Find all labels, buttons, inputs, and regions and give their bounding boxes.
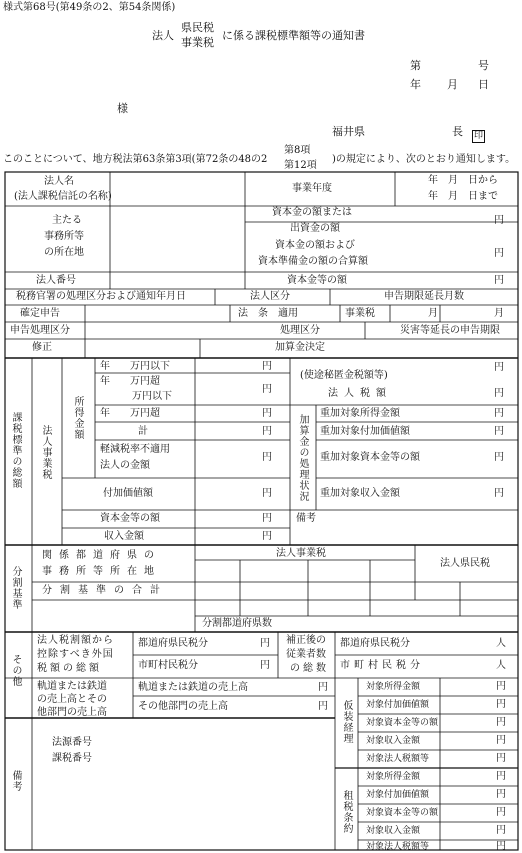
- disaster-ext-label: 災害等延長の申告期限: [400, 325, 500, 336]
- tt-income: 対象所得金額: [366, 772, 421, 782]
- division-pref-count: 分割都道府県数: [202, 618, 272, 629]
- employees-pref: 都道府県民税分: [340, 638, 410, 649]
- office-label-2: 事務所等: [44, 231, 84, 242]
- foreign-pref-yen: 円: [260, 638, 270, 649]
- intro-end: )の規定により、次のとおり通知します。: [332, 154, 516, 165]
- doc-no-prefix: 第: [410, 59, 421, 72]
- fa-revenue: 対象収入金額: [366, 736, 421, 746]
- other-label: その他: [10, 654, 21, 687]
- surcharge-revenue: 重加対象収入金額: [320, 488, 400, 499]
- source-number-label: 法源番号: [52, 737, 92, 748]
- surcharge-income: 重加対象所得金額: [320, 408, 400, 419]
- office-label-3: の所在地: [44, 247, 84, 258]
- month-1: 月: [428, 308, 438, 319]
- income-amount-label: 所得金額: [72, 396, 83, 440]
- secret-fund-label: (使途秘匿金税額等): [300, 370, 388, 381]
- capital-yen: 円: [494, 215, 504, 226]
- reduced-rate-2: 法人の金額: [100, 460, 150, 471]
- date-day: 日: [478, 78, 489, 91]
- foreign-tax-3: 税額の総額: [37, 663, 102, 674]
- corp-name-label: 法人名: [44, 176, 74, 187]
- added-value-label: 付加価値額: [103, 488, 153, 499]
- fa-revenue-yen: 円: [496, 735, 506, 746]
- seal-text: 印: [474, 131, 484, 141]
- intro-text: このことについて、地方税法第63条第3項(第72条の48の2: [3, 154, 268, 165]
- doc-no-suffix: 号: [478, 59, 489, 72]
- remarks-label: 備考: [10, 770, 21, 792]
- title-prefix: 法人: [152, 29, 174, 42]
- fa-corp-tax: 対象法人税額等: [366, 754, 430, 764]
- final-return-label: 確定申告: [20, 308, 60, 319]
- employees-1: 補正後の: [286, 635, 326, 646]
- income-total-label: 計: [138, 426, 148, 437]
- fa-income: 対象所得金額: [366, 682, 421, 692]
- tt-capital: 対象資本金等の額: [366, 808, 439, 818]
- division-sum-label: 分割基準の合計: [42, 585, 168, 596]
- income-row-3-yen: 円: [262, 408, 272, 419]
- date-year: 年: [410, 78, 421, 91]
- division-pref-tax: 法人県民税: [440, 558, 490, 569]
- capital-reserve-1: 資本金の額および: [275, 240, 355, 251]
- rail-sales-1: 軌道または鉄道: [37, 681, 107, 692]
- reduced-rate-yen: 円: [262, 452, 272, 463]
- foreign-tax-2: 控除すべき外国: [37, 649, 114, 660]
- tt-corp-tax-yen: 円: [496, 841, 506, 852]
- surcharge-status-label: 加算金の処理状況: [297, 414, 308, 502]
- title-tax-1: 県民税: [181, 21, 214, 34]
- tax-number-label: 課税番号: [52, 753, 92, 764]
- employees-3: の総数: [290, 663, 329, 674]
- capital-reserve-2: 資本準備金の額の合算額: [258, 256, 368, 267]
- capital-etc-yen: 円: [494, 275, 504, 286]
- income-row-1-yen: 円: [262, 361, 272, 372]
- tax-office-date-label: 税務官署の処理区分および通知年月日: [16, 291, 186, 302]
- tt-added-value: 対象付加価値額: [366, 790, 430, 800]
- intro-item-1: 第8項: [284, 145, 311, 156]
- pref-office-2: 事務所等所在地: [42, 566, 161, 577]
- tt-revenue: 対象収入金額: [366, 826, 421, 836]
- fa-added-value: 対象付加価値額: [366, 700, 430, 710]
- surcharge-revenue-yen: 円: [494, 488, 504, 499]
- addressee-honorific: 様: [117, 102, 128, 115]
- other-sales-label: その他部門の売上高: [138, 701, 228, 712]
- employees-pref-person: 人: [496, 638, 506, 649]
- surcharge-capital-yen: 円: [494, 452, 504, 463]
- issuer-title: 長: [452, 125, 463, 138]
- employees-city: 市町村民税分: [340, 660, 424, 671]
- date-month: 月: [447, 78, 458, 91]
- employees-city-person: 人: [496, 660, 506, 671]
- income-row-2a: 年 万円超: [100, 376, 160, 387]
- surcharge-decision-label: 加算金決定: [275, 342, 325, 353]
- tt-added-value-yen: 円: [496, 789, 506, 800]
- income-row-2-yen: 円: [262, 384, 272, 395]
- intro-item-2: 第12項: [284, 160, 317, 171]
- capital-amount-label: 資本金等の額: [100, 513, 160, 524]
- law-apply-label: 法 条 適用: [238, 308, 298, 319]
- revenue-label: 収入金額: [104, 531, 144, 542]
- division-basis-label: 分割基準: [10, 566, 21, 610]
- tax-base-remarks: 備考: [296, 513, 316, 524]
- income-row-2b: 万円以下: [132, 391, 172, 402]
- secret-fund-yen: 円: [494, 362, 504, 373]
- document-title: に係る課税標準額等の通知書: [222, 29, 365, 42]
- foreign-city-part: 市町村民税分: [138, 660, 198, 671]
- rail-sales-yen: 円: [318, 682, 328, 693]
- fa-capital: 対象資本金等の額: [366, 718, 439, 728]
- tt-income-yen: 円: [496, 771, 506, 782]
- other-sales-yen: 円: [318, 701, 328, 712]
- surcharge-income-yen: 円: [494, 408, 504, 419]
- fiscal-year-label: 事業年度: [292, 183, 332, 194]
- return-class-label: 申告処理区分: [10, 325, 70, 336]
- division-biz-tax: 法人事業税: [276, 548, 326, 559]
- seal-mark: [472, 125, 485, 143]
- issuer-name: 福井県: [332, 125, 365, 138]
- tt-corp-tax: 対象法人税額等: [366, 842, 430, 852]
- capital-amount-yen: 円: [262, 513, 272, 524]
- income-row-1: 年 万円以下: [100, 361, 170, 372]
- tt-capital-yen: 円: [496, 807, 506, 818]
- rail-sales-label: 軌道または鉄道の売上高: [138, 682, 248, 693]
- fiscal-year-from: 年 月 日から: [428, 175, 498, 186]
- added-value-yen: 円: [262, 488, 272, 499]
- month-2: 月: [494, 308, 504, 319]
- title-tax-2: 事業税: [181, 36, 214, 49]
- foreign-tax-1: 法人税割額から: [37, 635, 114, 646]
- corp-tax-yen: 円: [494, 388, 504, 399]
- false-accounting-label: 仮装経理: [341, 700, 352, 744]
- corp-name-sub: (法人課税信託の名称): [14, 191, 112, 202]
- revenue-yen: 円: [262, 531, 272, 542]
- capital-label-2: 出資金の額: [290, 223, 340, 234]
- foreign-pref-part: 都道府県民税分: [138, 638, 208, 649]
- corp-number-label: 法人番号: [36, 275, 76, 286]
- ext-months-label: 申告期限延長月数: [384, 291, 464, 302]
- enterprise-tax-label: 事業税: [345, 308, 375, 319]
- rail-sales-3: 他部門の売上高: [37, 707, 107, 718]
- fa-capital-yen: 円: [496, 717, 506, 728]
- foreign-city-yen: 円: [260, 660, 270, 671]
- process-class-label: 処理区分: [280, 325, 320, 336]
- income-row-3: 年 万円超: [100, 408, 160, 419]
- corp-biz-tax-label: 法人事業税: [40, 425, 51, 480]
- tt-revenue-yen: 円: [496, 825, 506, 836]
- office-label-1: 主たる: [52, 215, 82, 226]
- fa-added-value-yen: 円: [496, 699, 506, 710]
- surcharge-added-value-yen: 円: [494, 426, 504, 437]
- employees-2: 従業者数: [286, 649, 326, 660]
- income-total-yen: 円: [262, 426, 272, 437]
- capital-etc-label: 資本金等の額: [287, 275, 347, 286]
- corp-tax-label: 法人税額: [328, 388, 392, 399]
- corp-class-label: 法人区分: [250, 291, 290, 302]
- tax-treaty-label: 租税条約: [341, 790, 352, 834]
- fa-corp-tax-yen: 円: [496, 753, 506, 764]
- capital-reserve-yen: 円: [494, 248, 504, 259]
- fiscal-year-to: 年 月 日まで: [428, 191, 498, 202]
- fa-income-yen: 円: [496, 681, 506, 692]
- correction-label: 修正: [32, 342, 52, 353]
- rail-sales-2: の売上高とその: [37, 694, 107, 705]
- surcharge-added-value: 重加対象付加価値額: [320, 426, 410, 437]
- capital-label-1: 資本金の額または: [272, 207, 352, 218]
- pref-office-1: 関係都道府県の: [42, 550, 161, 561]
- form-number: 様式第68号(第49条の2、第54条関係): [3, 2, 176, 13]
- reduced-rate-1: 軽減税率不適用: [100, 444, 170, 455]
- surcharge-capital: 重加対象資本金等の額: [320, 452, 420, 463]
- tax-base-total-label: 課税標準の総額: [10, 412, 21, 489]
